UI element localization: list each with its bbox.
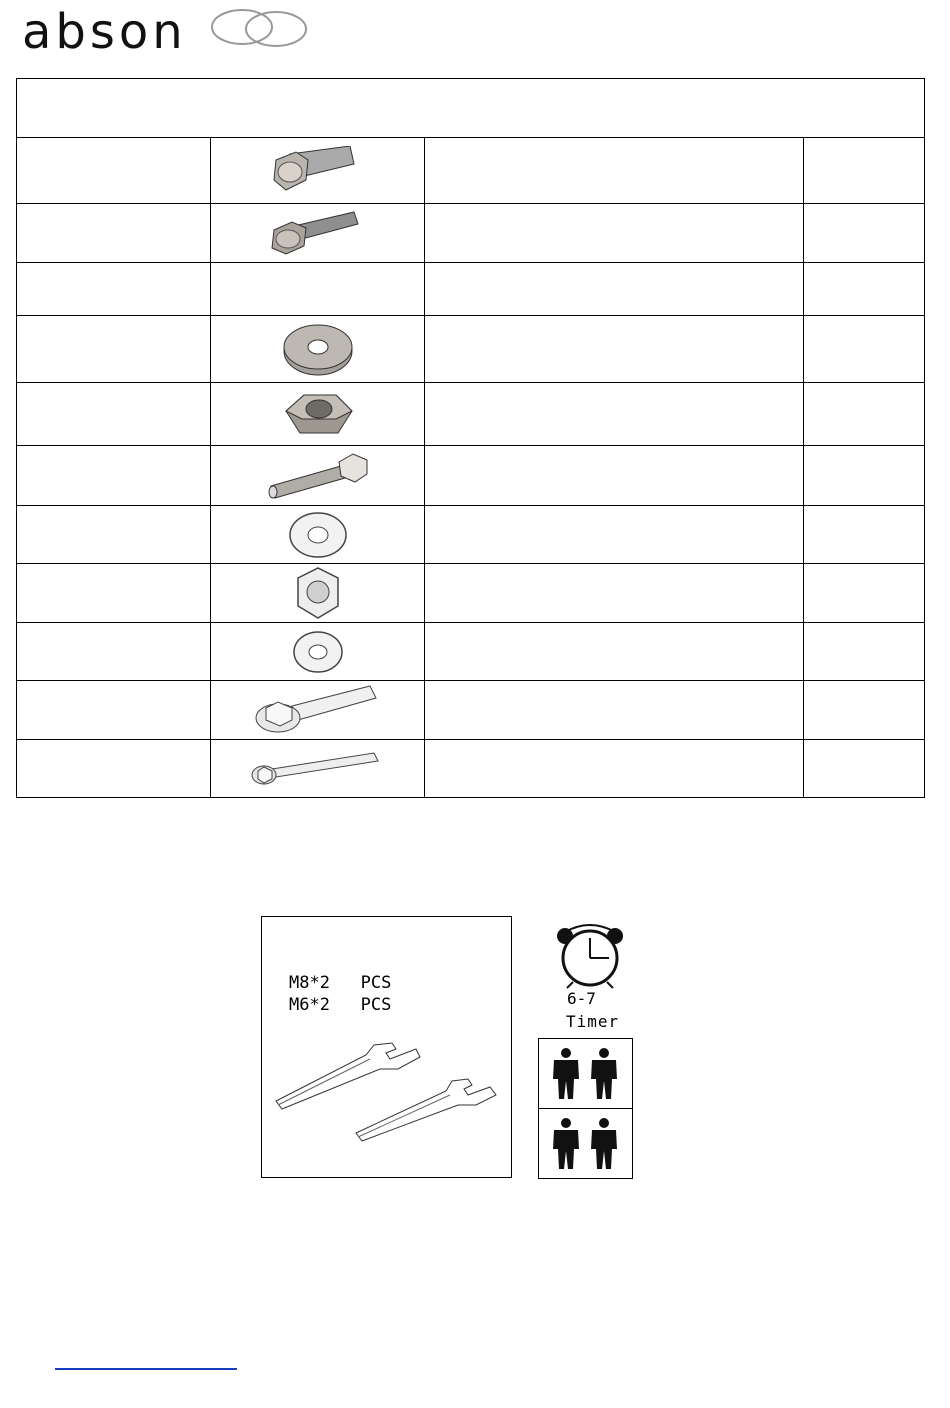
part-description-cell (425, 446, 804, 506)
part-image-cell (211, 740, 425, 798)
part-description-cell (425, 204, 804, 263)
part-description-cell (425, 383, 804, 446)
hex-nut-icon (288, 566, 348, 620)
hex-bolt-long-icon (268, 208, 368, 258)
assembly-time: 6-7 (567, 989, 596, 1008)
part-quantity-cell (804, 446, 925, 506)
brand-logo (22, 4, 322, 60)
part-image-cell (211, 623, 425, 681)
part-image-cell (211, 263, 425, 316)
part-code-cell (17, 446, 211, 506)
threaded-bolt-icon (263, 450, 373, 502)
part-code-cell (17, 204, 211, 263)
hex-nut-large-icon (278, 389, 358, 439)
part-image-cell (211, 446, 425, 506)
part-code-cell (17, 564, 211, 623)
part-quantity-cell (804, 138, 925, 204)
part-image-cell (211, 506, 425, 564)
alarm-clock-icon (545, 924, 635, 990)
table-row (17, 316, 925, 383)
part-code-cell (17, 506, 211, 564)
part-quantity-cell (804, 681, 925, 740)
table-row (17, 740, 925, 798)
tools-box (261, 916, 512, 1178)
people-row (539, 1039, 632, 1109)
table-row (17, 564, 925, 623)
person-icon (589, 1117, 619, 1171)
self-drilling-screw-icon (250, 747, 386, 791)
part-description-cell (425, 564, 804, 623)
person-icon (589, 1047, 619, 1101)
table-row (17, 383, 925, 446)
part-quantity-cell (804, 740, 925, 798)
part-code-cell (17, 138, 211, 204)
flange-screw-icon (252, 682, 384, 738)
table-row (17, 623, 925, 681)
footer-link[interactable] (55, 1368, 237, 1370)
wrench-icon (350, 1067, 510, 1147)
table-row (17, 138, 925, 204)
part-quantity-cell (804, 263, 925, 316)
washer-small-icon (288, 627, 348, 677)
part-code-cell (17, 623, 211, 681)
wrench-spec-m8: M8*2 PCS (289, 973, 392, 993)
part-code-cell (17, 316, 211, 383)
part-code-cell (17, 263, 211, 316)
flat-washer-icon (283, 509, 353, 561)
table-row (17, 681, 925, 740)
large-washer-icon (278, 321, 358, 377)
part-image-cell (211, 681, 425, 740)
part-code-cell (17, 740, 211, 798)
part-image-cell (211, 204, 425, 263)
table-row (17, 506, 925, 564)
rings-logo-icon (206, 6, 326, 52)
hex-bolt-icon (268, 146, 368, 196)
part-description-cell (425, 740, 804, 798)
timer-label: Timer (566, 1012, 620, 1031)
part-quantity-cell (804, 383, 925, 446)
table-row (17, 204, 925, 263)
part-image-cell (211, 316, 425, 383)
part-description-cell (425, 316, 804, 383)
part-code-cell (17, 681, 211, 740)
parts-table (16, 78, 925, 798)
part-description-cell (425, 138, 804, 204)
part-quantity-cell (804, 623, 925, 681)
table-header (17, 79, 925, 138)
table-header-row (17, 79, 925, 138)
part-code-cell (17, 383, 211, 446)
part-description-cell (425, 681, 804, 740)
part-description-cell (425, 506, 804, 564)
part-quantity-cell (804, 564, 925, 623)
part-image-cell (211, 138, 425, 204)
table-row (17, 446, 925, 506)
person-icon (551, 1117, 581, 1171)
part-description-cell (425, 263, 804, 316)
persons-required-box (538, 1038, 633, 1179)
wrench-spec-m6: M6*2 PCS (289, 995, 392, 1015)
part-description-cell (425, 623, 804, 681)
table-row (17, 263, 925, 316)
brand-name: abson (22, 4, 187, 60)
part-quantity-cell (804, 316, 925, 383)
part-image-cell (211, 564, 425, 623)
part-quantity-cell (804, 506, 925, 564)
people-row (539, 1109, 632, 1178)
part-image-cell (211, 383, 425, 446)
person-icon (551, 1047, 581, 1101)
part-quantity-cell (804, 204, 925, 263)
